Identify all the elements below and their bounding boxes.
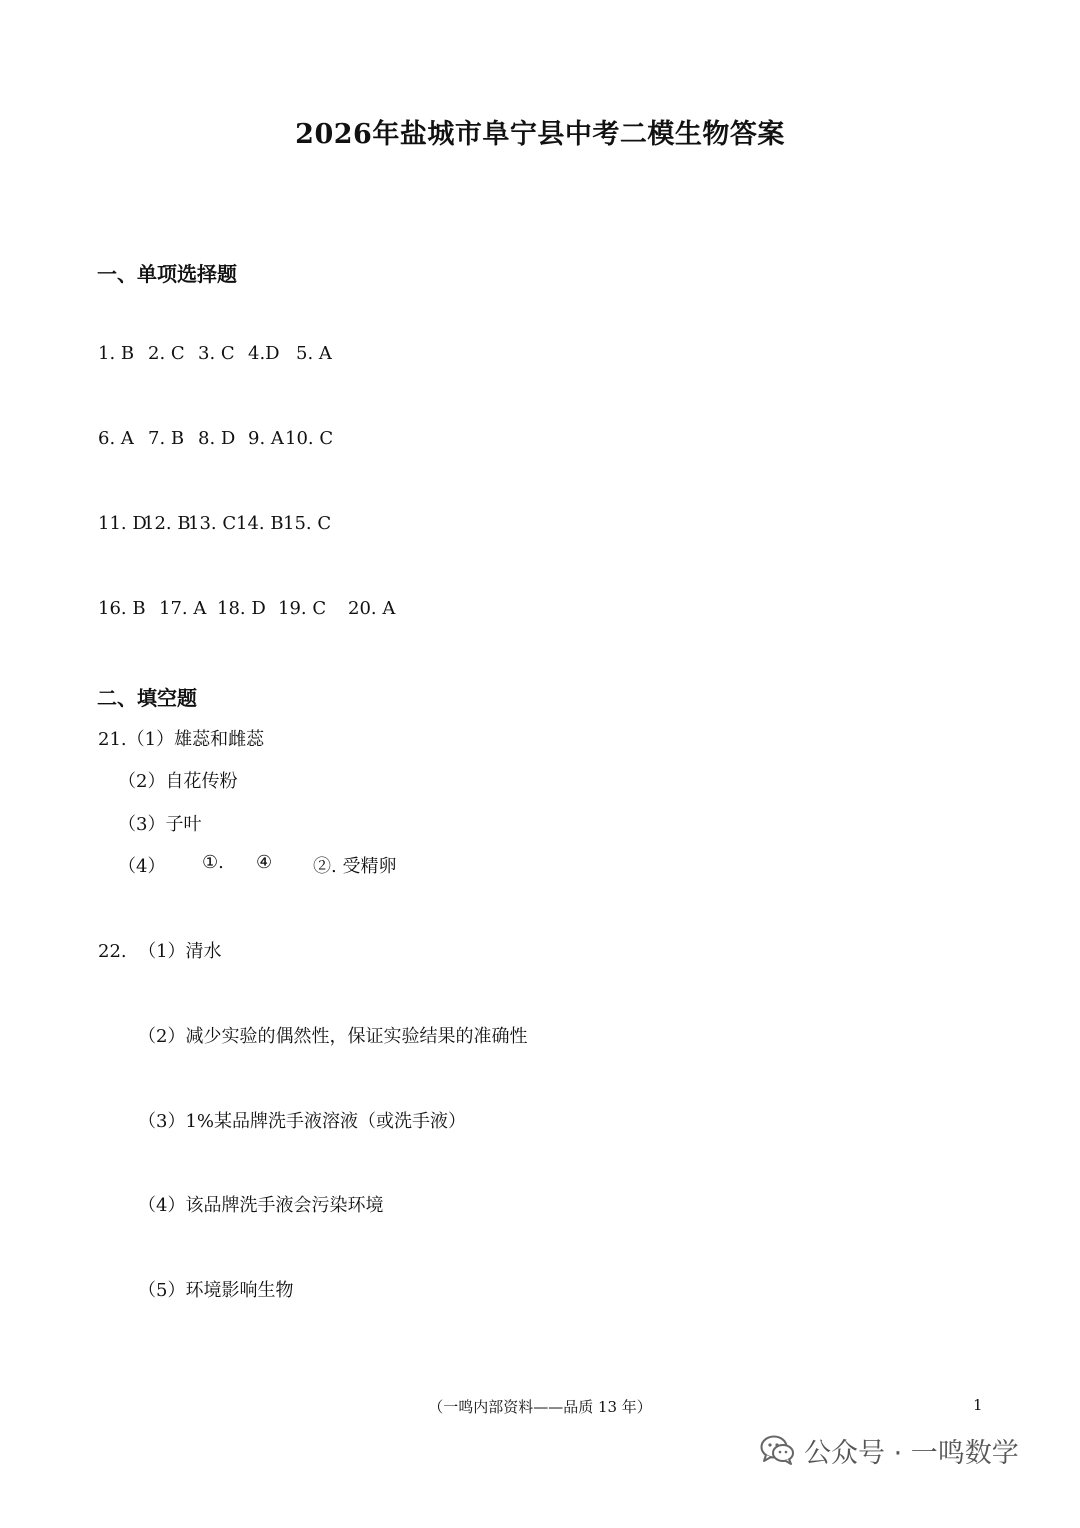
answer-item: 16. B — [98, 598, 146, 619]
answer-item: 2. C — [148, 343, 185, 364]
page-title: 2026年盐城市阜宁县中考二模生物答案 — [295, 119, 785, 150]
answer-row — [98, 598, 395, 619]
q21-answer-4-part1-value: ④ — [256, 852, 273, 873]
answer-item: 17. A — [159, 598, 207, 619]
section-heading-fill-blank: 二、填空题 — [97, 686, 197, 710]
answer-row — [98, 343, 332, 364]
answer-item: 19. C — [278, 598, 327, 619]
q21-answer-4-part1: ①. — [202, 852, 224, 873]
answer-item: 14. B — [236, 513, 284, 534]
q21-answer-1: 21.（1）雄蕊和雌蕊 — [98, 729, 265, 750]
answer-item: 20. A — [348, 598, 396, 619]
watermark-text: 公众号 · 一鸣数学 — [804, 1437, 1019, 1469]
answer-item: 11. D — [98, 513, 147, 534]
q22-answer-4: （4）该品牌洗手液会污染环境 — [138, 1195, 384, 1216]
watermark — [760, 1428, 1019, 1472]
answer-item: 13. C — [188, 513, 237, 534]
page-number: 1 — [973, 1396, 983, 1414]
answer-item: 15. C — [283, 513, 332, 534]
answer-item: 7. B — [148, 428, 185, 449]
q22-answer-3: （3）1%某品牌洗手液溶液（或洗手液） — [138, 1111, 467, 1132]
answer-item: 1. B — [98, 343, 135, 364]
answer-item: 10. C — [285, 428, 334, 449]
q21-answer-3: （3）子叶 — [118, 814, 202, 835]
answer-row — [98, 513, 331, 534]
answer-item: 18. D — [217, 598, 266, 619]
section-heading-single-choice: 一、单项选择题 — [97, 262, 237, 286]
q21-answer-4-label: （4） — [118, 856, 166, 877]
q22-answer-1: 22. （1）清水 — [98, 941, 222, 962]
answer-item: 4.D — [248, 343, 280, 364]
answer-item: 3. C — [198, 343, 235, 364]
answer-item: 8. D — [198, 428, 236, 449]
answer-row — [98, 428, 333, 449]
page-footer: （一鸣内部资料——品质 13 年） — [428, 1398, 652, 1416]
answer-item: 12. B — [143, 513, 191, 534]
q21-answer-2: （2）自花传粉 — [118, 771, 238, 792]
q22-answer-5: （5）环境影响生物 — [138, 1280, 294, 1301]
answer-item: 5. A — [296, 343, 332, 364]
answer-item: 9. A — [248, 428, 284, 449]
wechat-icon — [760, 1434, 796, 1466]
q22-answer-2: （2）减少实验的偶然性，保证实验结果的准确性 — [138, 1026, 528, 1047]
answer-item: 6. A — [98, 428, 134, 449]
q21-answer-4-part2: ②. 受精卵 — [313, 856, 397, 877]
